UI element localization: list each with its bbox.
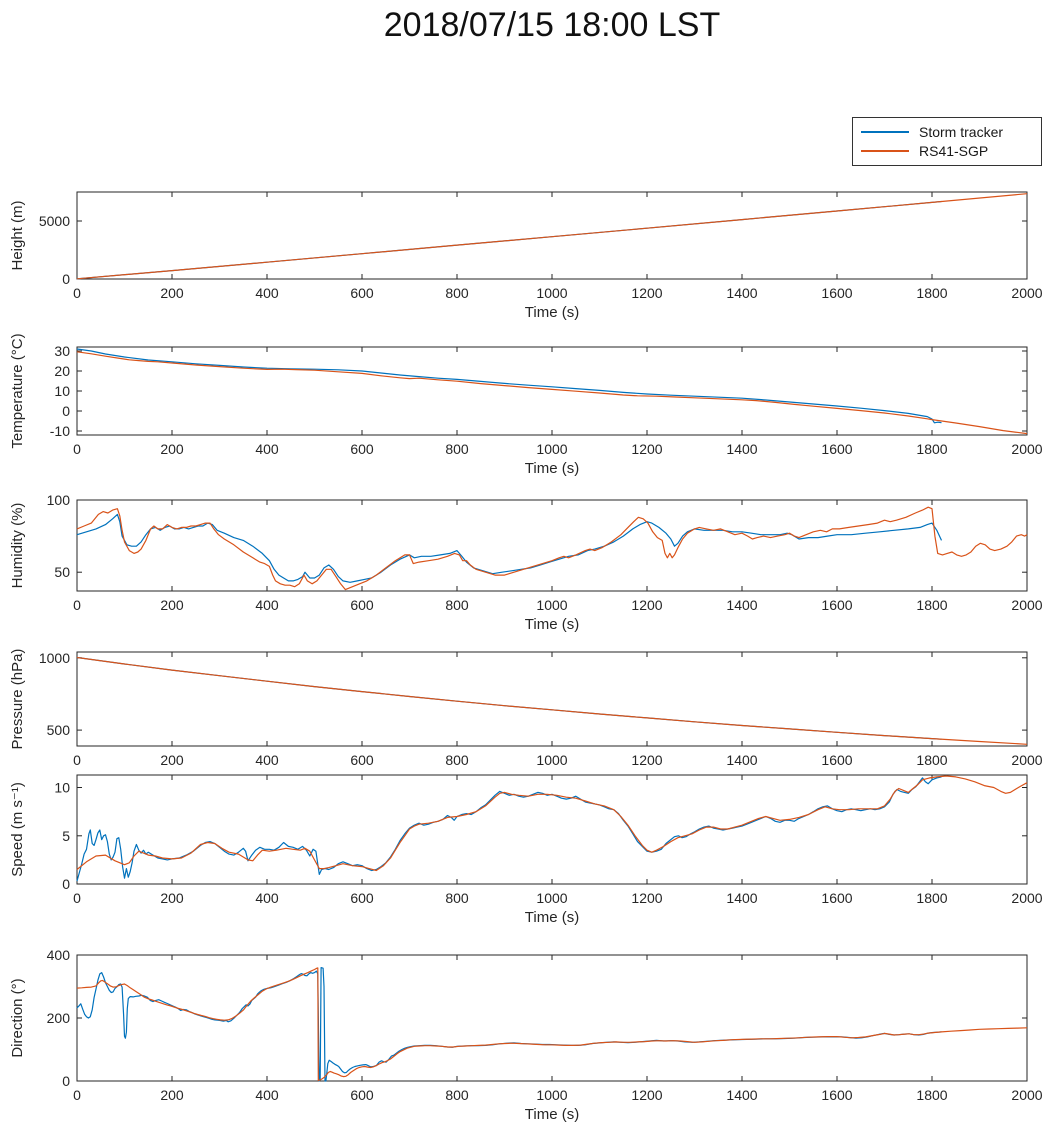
series-line-storm-tracker [77, 514, 942, 582]
series-line-storm-tracker [77, 658, 942, 740]
y-tick-label: 30 [54, 343, 70, 359]
series-line-rs41-sgp [77, 658, 1027, 745]
chart-speed [9, 775, 1043, 926]
x-tick-label: 1600 [821, 1087, 853, 1103]
chart-humidity [9, 492, 1043, 633]
x-tick-label: 1800 [916, 285, 948, 301]
series-line-rs41-sgp [77, 507, 1027, 589]
x-tick-label: 200 [160, 441, 184, 457]
x-tick-label: 1800 [916, 890, 948, 906]
x-tick-label: 1600 [821, 285, 853, 301]
chart-pressure [9, 649, 1043, 768]
x-tick-label: 800 [445, 597, 469, 613]
x-tick-label: 1000 [536, 285, 568, 301]
series-line-storm-tracker [77, 777, 942, 881]
y-axis-label: Direction (°) [9, 978, 26, 1058]
x-tick-label: 1200 [631, 441, 663, 457]
chart-temperature [9, 333, 1043, 477]
legend-label-storm-tracker: Storm tracker [919, 124, 1004, 140]
x-tick-label: 2000 [1011, 1087, 1043, 1103]
x-tick-label: 2000 [1011, 597, 1043, 613]
x-tick-label: 800 [445, 285, 469, 301]
x-tick-label: 0 [73, 752, 81, 768]
x-tick-label: 1800 [916, 597, 948, 613]
x-tick-label: 1000 [536, 441, 568, 457]
series-line-rs41-sgp [77, 352, 1027, 434]
x-tick-label: 600 [350, 597, 374, 613]
x-axis-label: Time (s) [524, 1106, 580, 1123]
x-tick-label: 1200 [631, 597, 663, 613]
x-tick-label: 1200 [631, 890, 663, 906]
x-tick-label: 1000 [536, 752, 568, 768]
y-tick-label: 20 [54, 363, 70, 379]
x-tick-label: 400 [255, 752, 279, 768]
x-tick-label: 0 [73, 597, 81, 613]
x-tick-label: 1400 [726, 890, 758, 906]
series-line-rs41-sgp [77, 194, 1027, 279]
x-tick-label: 2000 [1011, 285, 1043, 301]
x-tick-label: 400 [255, 441, 279, 457]
x-tick-label: 2000 [1011, 441, 1043, 457]
x-tick-label: 2000 [1011, 752, 1043, 768]
x-tick-label: 1400 [726, 1087, 758, 1103]
x-tick-label: 1600 [821, 597, 853, 613]
x-tick-label: 200 [160, 890, 184, 906]
series-line-storm-tracker [77, 968, 942, 1081]
y-tick-label: 10 [54, 383, 70, 399]
x-tick-label: 200 [160, 1087, 184, 1103]
y-axis-label: Speed (m s⁻¹) [9, 782, 26, 877]
x-tick-label: 800 [445, 890, 469, 906]
x-tick-label: 1000 [536, 1087, 568, 1103]
series-line-rs41-sgp [77, 968, 1027, 1081]
x-tick-label: 1400 [726, 285, 758, 301]
x-tick-label: 600 [350, 1087, 374, 1103]
x-tick-label: 600 [350, 752, 374, 768]
y-tick-label: 0 [62, 1073, 70, 1089]
x-tick-label: 1800 [916, 1087, 948, 1103]
chart-height [9, 192, 1043, 321]
y-tick-label: 5 [62, 827, 70, 844]
y-tick-label: 0 [62, 271, 70, 287]
x-tick-label: 1200 [631, 752, 663, 768]
y-tick-label: 1000 [38, 649, 70, 666]
x-tick-label: 0 [73, 441, 81, 457]
figure-title: 2018/07/15 18:00 LST [383, 6, 721, 44]
x-tick-label: 600 [350, 441, 374, 457]
x-tick-label: 1600 [821, 441, 853, 457]
y-tick-label: 100 [46, 492, 70, 508]
x-tick-label: 400 [255, 285, 279, 301]
x-tick-label: 200 [160, 752, 184, 768]
x-axis-label: Time (s) [524, 304, 580, 321]
x-tick-label: 1600 [821, 890, 853, 906]
x-tick-label: 400 [255, 1087, 279, 1103]
axes-box [77, 652, 1027, 746]
x-tick-label: 1000 [536, 890, 568, 906]
axes-box [77, 775, 1027, 884]
y-tick-label: -10 [49, 423, 70, 439]
x-tick-label: 0 [73, 285, 81, 301]
y-axis-label: Humidity (%) [9, 502, 26, 589]
x-tick-label: 800 [445, 441, 469, 457]
x-tick-label: 1000 [536, 597, 568, 613]
x-tick-label: 200 [160, 597, 184, 613]
x-tick-label: 1400 [726, 752, 758, 768]
x-tick-label: 800 [445, 1087, 469, 1103]
x-tick-label: 600 [350, 285, 374, 301]
axes-box [77, 500, 1027, 591]
y-tick-label: 0 [62, 876, 70, 892]
y-tick-label: 10 [54, 779, 70, 796]
x-tick-label: 200 [160, 285, 184, 301]
x-tick-label: 1200 [631, 285, 663, 301]
x-tick-label: 1800 [916, 752, 948, 768]
x-axis-label: Time (s) [524, 616, 580, 633]
chart-direction [9, 947, 1043, 1123]
y-tick-label: 0 [62, 403, 70, 419]
y-tick-label: 400 [46, 947, 70, 963]
x-tick-label: 1400 [726, 441, 758, 457]
x-axis-label: Time (s) [524, 460, 580, 477]
x-tick-label: 2000 [1011, 890, 1043, 906]
x-tick-label: 400 [255, 597, 279, 613]
series-line-rs41-sgp [77, 776, 1027, 871]
x-tick-label: 600 [350, 890, 374, 906]
y-axis-label: Height (m) [9, 200, 26, 271]
y-tick-label: 200 [46, 1010, 70, 1026]
x-tick-label: 0 [73, 1087, 81, 1103]
x-axis-label: Time (s) [524, 909, 580, 926]
x-tick-label: 800 [445, 752, 469, 768]
x-tick-label: 1800 [916, 441, 948, 457]
x-tick-label: 1200 [631, 1087, 663, 1103]
y-tick-label: 5000 [38, 213, 70, 229]
x-tick-label: 400 [255, 890, 279, 906]
legend-label-rs41-sgp: RS41-SGP [919, 143, 989, 159]
y-tick-label: 500 [46, 722, 70, 739]
y-axis-label: Temperature (°C) [9, 333, 26, 449]
x-tick-label: 1600 [821, 752, 853, 768]
x-tick-label: 0 [73, 890, 81, 906]
y-axis-label: Pressure (hPa) [9, 648, 26, 750]
axes-box [77, 955, 1027, 1081]
axes-box [77, 347, 1027, 435]
x-tick-label: 1400 [726, 597, 758, 613]
y-tick-label: 50 [54, 564, 70, 581]
